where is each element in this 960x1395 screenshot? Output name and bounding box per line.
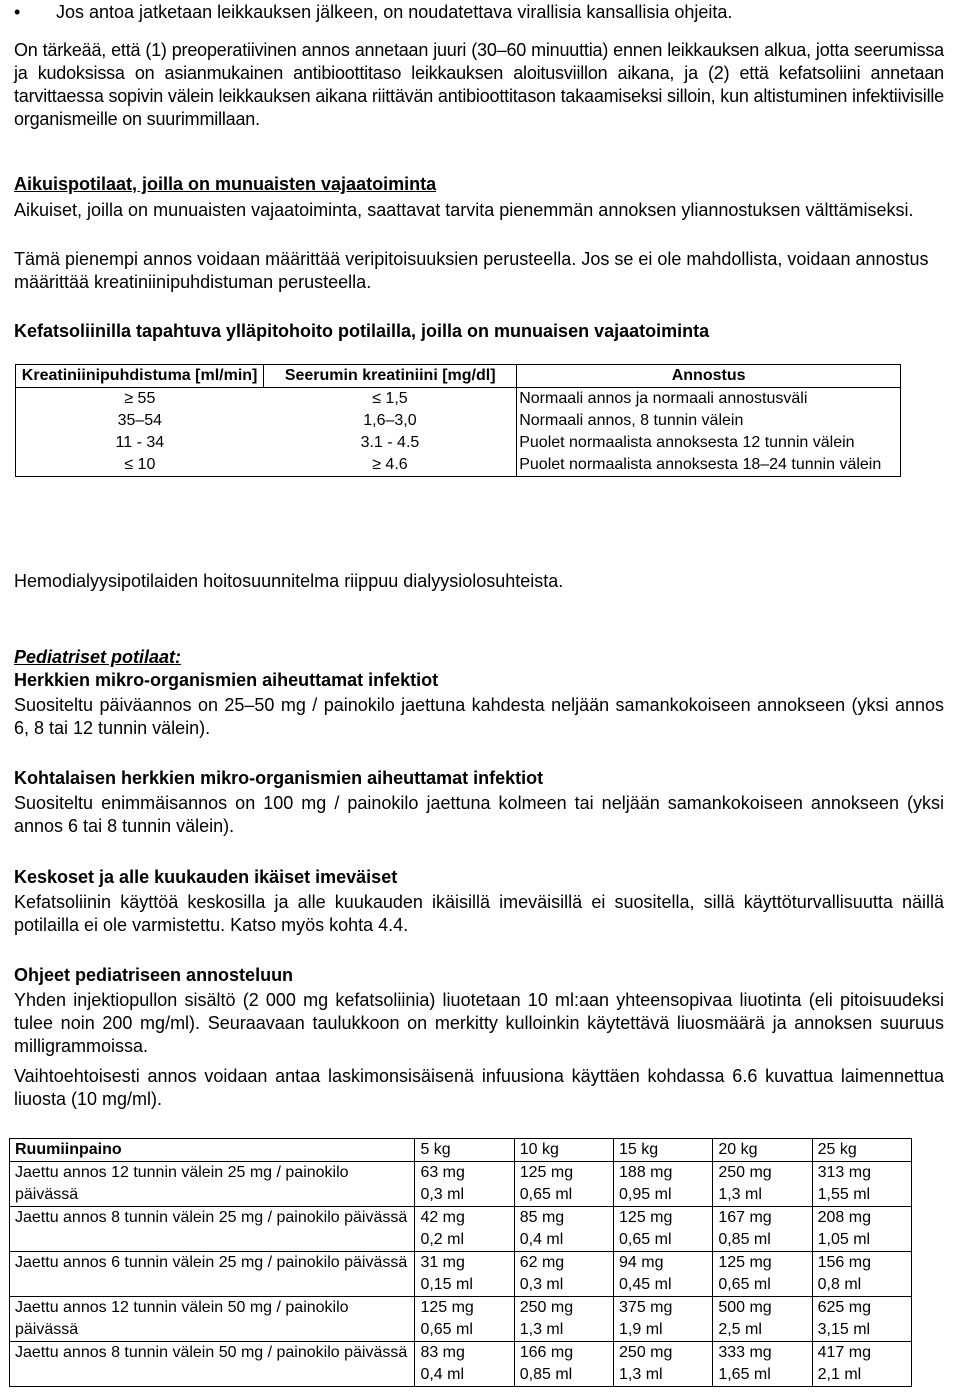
table-row: [16, 410, 901, 432]
guide-text-1: Yhden injektiopullon sisältö (2 000 mg kefatsoliinia) liuotetaan 10 ml:aan yhteensopivaa liuotinta (eli pitoisuudeksi tulee noin 200 mg/ml). Seuraavaan taulukkoon on merkitty kulloinkin käytettävä liuosmäärä ja annoksen suuruus milligrammoissa.: [14, 990, 944, 1056]
dosage-cell: Normaali annos ja normaali annostusväli: [517, 388, 901, 411]
dose-volume: 0,8 ml: [817, 1276, 862, 1293]
dose-regimen-label: Jaettu annos 8 tunnin välein 25 mg / painokilo päivässä: [10, 1207, 415, 1252]
table-row: [16, 432, 901, 454]
top-bullet-text: Jos antoa jatketaan leikkauksen jälkeen, on noudatettava virallisia kansallisia ohjeita.: [56, 2, 733, 22]
dose-cell: [514, 1297, 613, 1342]
dose-volume: 0,2 ml: [420, 1231, 465, 1248]
dose-volume: 1,3 ml: [519, 1321, 564, 1338]
clearance-cell: ≥ 55: [16, 388, 264, 411]
dose-mg: 125 mg: [519, 1164, 574, 1181]
dose-volume: 3,15 ml: [817, 1321, 871, 1338]
timing-paragraph: On tärkeää, että (1) preoperatiivinen annos annetaan juuri (30–60 minuuttia) ennen leikkauksen alkua, jotta seerumissa ja kudoksissa on asianmukainen antibioottitaso leikkauksen aloitusviillon aikana, ja (2) että kefatsoliini annetaan tarvittaessa sopivin välein leikkauksen aikana riittävän antibioottitason takaamiseksi silloin, kun altistuminen infektiivisille organismeille on suurimmillaan.: [14, 40, 944, 129]
table-row: [16, 454, 901, 477]
dose-cell: [514, 1342, 613, 1387]
dose-volume: 0,4 ml: [420, 1366, 465, 1383]
table-row: [10, 1162, 912, 1207]
dose-volume: 1,05 ml: [817, 1231, 871, 1248]
dose-cell: [812, 1207, 911, 1252]
sensitive-text: Suositeltu päiväannos on 25–50 mg / painokilo jaettuna kahdesta neljään samankokoiseen annokseen (yksi annos 6, 8 tai 12 tunnin välein).: [14, 695, 944, 738]
dose-volume: 1,9 ml: [619, 1321, 663, 1338]
weight-header-cell: 5 kg: [415, 1139, 514, 1162]
dose-mg: 250 mg: [718, 1164, 772, 1181]
creatinine-cell: 3.1 - 4.5: [360, 434, 420, 451]
top-bullet-item: [12, 1, 944, 24]
dose-regimen-label: Jaettu annos 6 tunnin välein 25 mg / painokilo päivässä: [10, 1252, 415, 1297]
dose-cell: [514, 1207, 613, 1252]
dose-mg: 62 mg: [519, 1254, 565, 1271]
dose-mg: 125 mg: [619, 1209, 673, 1226]
dose-cell: [713, 1207, 812, 1252]
dose-volume: 0,95 ml: [619, 1186, 672, 1203]
clearance-cell: 11 - 34: [16, 432, 264, 454]
dose-cell: [614, 1162, 713, 1207]
dose-regimen-label: Jaettu annos 8 tunnin välein 50 mg / painokilo päivässä: [10, 1342, 415, 1387]
creatinine-cell: ≤ 1,5: [264, 388, 517, 411]
ped-table-body: [10, 1162, 912, 1387]
table-row: [16, 388, 901, 411]
dose-mg: 250 mg: [619, 1344, 673, 1361]
sensitive-heading: Herkkien mikro-organismien aiheuttamat infektiot: [14, 670, 439, 690]
dose-volume: 0,45 ml: [619, 1276, 672, 1293]
dose-regimen-label: Jaettu annos 12 tunnin välein 50 mg / painokilo päivässä: [10, 1297, 415, 1342]
creatinine-cell: ≥ 4.6: [264, 454, 517, 477]
dose-mg: 63 mg: [420, 1164, 465, 1181]
dose-regimen-label: Jaettu annos 12 tunnin välein 25 mg / painokilo päivässä: [10, 1162, 415, 1207]
dose-volume: 0,3 ml: [420, 1186, 465, 1203]
dose-mg: 156 mg: [817, 1254, 871, 1271]
dose-volume: 1,3 ml: [619, 1366, 663, 1383]
weight-header-cell: 15 kg: [614, 1139, 713, 1162]
weight-header-cell: 25 kg: [812, 1139, 911, 1162]
dose-mg: 625 mg: [817, 1299, 871, 1316]
adult-renal-text-2: Tämä pienempi annos voidaan määrittää veripitoisuuksien perusteella. Jos se ei ole mahdollista, voidaan annostus määrittää kreatiniinipuhdistuman perusteella.: [14, 249, 929, 292]
dose-mg: 375 mg: [619, 1299, 673, 1316]
dose-mg: 500 mg: [718, 1299, 772, 1316]
dose-volume: 1,3 ml: [718, 1186, 762, 1203]
dosage-cell: Puolet normaalista annoksesta 18–24 tunnin välein: [517, 454, 901, 477]
clearance-cell: ≤ 10: [16, 454, 264, 477]
dose-cell: [415, 1297, 514, 1342]
dose-mg: 94 mg: [619, 1254, 664, 1271]
maintenance-heading: Kefatsoliinilla tapahtuva ylläpitohoito potilailla, joilla on munuaisen vajaatoiminta: [14, 321, 710, 341]
dose-volume: 2,5 ml: [718, 1321, 762, 1338]
ped-header-row: [10, 1139, 912, 1162]
dose-volume: 0,65 ml: [519, 1186, 573, 1203]
dose-volume: 0,65 ml: [718, 1276, 771, 1293]
neonate-heading: Keskoset ja alle kuukauden ikäiset imeväiset: [14, 867, 398, 887]
dose-mg: 167 mg: [718, 1209, 772, 1226]
clearance-cell: 35–54: [16, 410, 264, 432]
dose-volume: 1,55 ml: [817, 1186, 871, 1203]
dose-mg: 31 mg: [420, 1254, 465, 1271]
dose-mg: 83 mg: [420, 1344, 465, 1361]
table-row: [10, 1252, 912, 1297]
dose-mg: 125 mg: [420, 1299, 474, 1316]
dose-volume: 0,65 ml: [420, 1321, 473, 1338]
dose-cell: [713, 1252, 812, 1297]
renal-header-row: [16, 365, 901, 388]
adult-renal-text-1: Aikuiset, joilla on munuaisten vajaatoiminta, saattavat tarvita pienemmän annoksen yliannostuksen välttämiseksi.: [14, 200, 914, 220]
dose-volume: 0,3 ml: [519, 1276, 564, 1293]
dose-volume: 0,4 ml: [519, 1231, 564, 1248]
dosage-cell: Normaali annos, 8 tunnin välein: [517, 410, 901, 432]
pediatric-dosing-table: [9, 1138, 912, 1387]
dose-cell: [415, 1342, 514, 1387]
table-row: [10, 1342, 912, 1387]
guide-heading: Ohjeet pediatriseen annosteluun: [14, 965, 294, 985]
renal-dosing-table: [15, 364, 901, 477]
dose-cell: [713, 1342, 812, 1387]
creatinine-cell: 1,6–3,0: [363, 412, 417, 429]
dose-cell: [812, 1297, 911, 1342]
dose-cell: [812, 1252, 911, 1297]
dose-cell: [812, 1342, 911, 1387]
renal-header-cell: Annostus: [517, 365, 901, 388]
table-row: [10, 1297, 912, 1342]
dose-cell: [713, 1297, 812, 1342]
dose-mg: 85 mg: [519, 1209, 565, 1226]
weight-header-cell: 10 kg: [514, 1139, 613, 1162]
dose-mg: 125 mg: [718, 1254, 772, 1271]
neonate-text: Kefatsoliinin käyttöä keskosilla ja alle kuukauden ikäisillä imeväisillä ei suositella, sillä käyttöturvallisuutta näillä potilailla ei ole varmistettu. Katso myös kohta 4.4.: [14, 892, 944, 935]
dose-volume: 0,15 ml: [420, 1276, 473, 1293]
dose-volume: 0,65 ml: [619, 1231, 672, 1248]
dose-cell: [415, 1207, 514, 1252]
dose-mg: 208 mg: [817, 1209, 871, 1226]
dose-mg: 188 mg: [619, 1164, 673, 1181]
dose-cell: [514, 1162, 613, 1207]
hemodialysis-note: Hemodialyysipotilaiden hoitosuunnitelma riippuu dialyysiolosuhteista.: [14, 571, 564, 591]
dose-mg: 250 mg: [519, 1299, 574, 1316]
dose-cell: [415, 1252, 514, 1297]
table-row: [10, 1207, 912, 1252]
bullet-dot-icon: •: [14, 2, 21, 22]
dose-mg: 333 mg: [718, 1344, 772, 1361]
dose-mg: 42 mg: [420, 1209, 465, 1226]
guide-text-2: Vaihtoehtoisesti annos voidaan antaa laskimonsisäisenä infuusiona käyttäen kohdassa 6.6 kuvattua laimennettua liuosta (10 mg/ml).: [14, 1066, 944, 1109]
dose-cell: [514, 1252, 613, 1297]
weight-header-cell: 20 kg: [713, 1139, 812, 1162]
moderate-heading: Kohtalaisen herkkien mikro-organismien aiheuttamat infektiot: [14, 768, 544, 788]
dose-mg: 417 mg: [817, 1344, 871, 1361]
dose-volume: 2,1 ml: [817, 1366, 862, 1383]
pediatric-title: Pediatriset potilaat:: [14, 647, 182, 667]
dose-cell: [614, 1342, 713, 1387]
dose-volume: 0,85 ml: [519, 1366, 573, 1383]
adult-renal-heading: Aikuispotilaat, joilla on munuaisten vajaatoiminta: [14, 174, 437, 194]
dose-cell: [614, 1252, 713, 1297]
dose-cell: [812, 1162, 911, 1207]
renal-header-cell: Seerumin kreatiniini [mg/dl]: [264, 365, 517, 388]
moderate-text: Suositeltu enimmäisannos on 100 mg / painokilo jaettuna kolmeen tai neljään samankokoiseen annokseen (yksi annos 6 tai 8 tunnin välein).: [14, 793, 944, 836]
dosage-cell: Puolet normaalista annoksesta 12 tunnin välein: [517, 432, 901, 454]
dose-cell: [614, 1297, 713, 1342]
dose-cell: [415, 1162, 514, 1207]
dose-volume: 1,65 ml: [718, 1366, 771, 1383]
dose-cell: [713, 1162, 812, 1207]
renal-header-cell: Kreatiniinipuhdistuma [ml/min]: [16, 365, 264, 388]
dose-mg: 166 mg: [519, 1344, 574, 1361]
dose-volume: 0,85 ml: [718, 1231, 771, 1248]
dose-mg: 313 mg: [817, 1164, 871, 1181]
body-weight-header: Ruumiinpaino: [10, 1139, 415, 1162]
dose-cell: [614, 1207, 713, 1252]
